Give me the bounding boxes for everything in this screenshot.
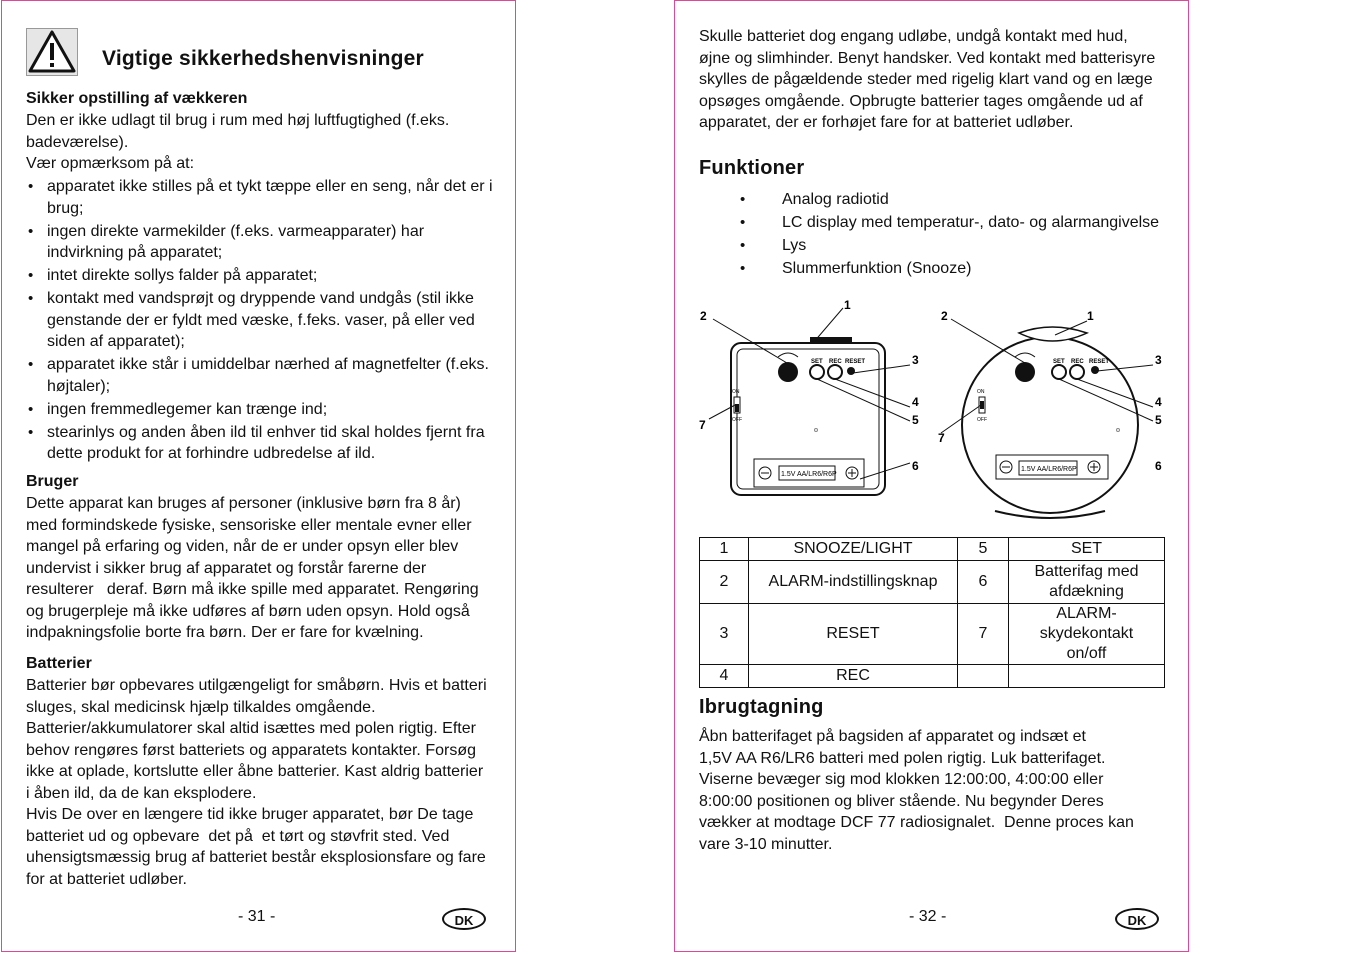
table-cell xyxy=(958,665,1009,688)
text-line: Skulle batteriet dog engang udløbe, undgå kontakt med hud, xyxy=(699,28,1128,45)
table-cell: Batterifag med afdækning xyxy=(1009,561,1165,604)
table-cell: 3 xyxy=(700,604,749,665)
switch-off-label: OFF xyxy=(977,417,987,423)
table-cell: 2 xyxy=(700,561,749,604)
callout-2: 2 xyxy=(700,309,707,323)
text-line: batteriet ud og opbevare det på et tørt og støvfrit sted. Ved xyxy=(26,827,450,845)
callout-1: 1 xyxy=(844,298,851,312)
setup-paragraph xyxy=(699,726,1169,855)
page-number: - 31 - xyxy=(238,908,276,925)
right-page xyxy=(674,0,1189,952)
language-badge: DK xyxy=(442,908,486,930)
list-item: • ingen fremmedlegemer kan trænge ind; xyxy=(26,399,496,421)
text-line: for at batteriet udløber. xyxy=(26,870,187,888)
text-line: og brugerpleje må ikke udføres af børn uden opsyn. Hold også xyxy=(26,602,470,620)
text-line: 1,5V AA R6/LR6 batteri med polen rigtig. Luk batterifaget. xyxy=(699,749,1106,767)
set-button xyxy=(1052,365,1066,379)
callout-4: 4 xyxy=(1155,395,1162,409)
table-row xyxy=(700,665,1165,688)
set-button xyxy=(810,365,824,379)
table-cell: RESET xyxy=(749,604,958,665)
text-line: skylles de pågældende steder med rigelig klart vand og en læge xyxy=(699,71,1153,88)
callout-6: 6 xyxy=(912,459,919,473)
list-item: • LC display med temperatur-, dato- og alarmangivelse xyxy=(740,211,1180,234)
warning-icon xyxy=(26,28,78,76)
text-line: Viserne bevæger sig mod klokken 12:00:00, 4:00:00 eller xyxy=(699,771,1104,788)
intro-line: badeværelse). xyxy=(26,133,129,151)
intro-line: Den er ikke udlagt til brug i rum med høj luftfugtighed (f.eks. xyxy=(26,112,450,129)
list-item: • Lys xyxy=(740,234,1180,257)
text-line: Åbn batterifaget på bagsiden af apparatet og indsæt et xyxy=(699,728,1086,745)
reset-button xyxy=(847,367,855,375)
table-cell: 1 xyxy=(700,538,749,561)
text-line: 8:00:00 positionen og bliver stående. Nu begynder Deres xyxy=(699,792,1104,810)
callout-5: 5 xyxy=(1155,413,1162,427)
text-line: mangel på erfaring og viden, når de er under opsyn eller blev xyxy=(26,538,459,555)
reset-button xyxy=(1091,366,1099,374)
text-line: uhensigtsmæssig brug af batteriet består eksplosionsfare og fare xyxy=(26,849,486,866)
table-cell xyxy=(1009,665,1165,688)
parts-table xyxy=(699,537,1165,688)
table-cell: REC xyxy=(749,665,958,688)
alarm-knob xyxy=(778,362,798,382)
battery-label: 1.5V AA/LR6/R6P xyxy=(781,471,837,478)
text-line: indpakningsfolie borte fra børn. Der er fare for kvælning. xyxy=(26,624,424,641)
text-line: Batterier bør opbevares utilgængeligt for småbørn. Hvis et batteri xyxy=(26,677,487,694)
rec-button xyxy=(828,365,842,379)
table-cell: SET xyxy=(1009,538,1165,561)
text-line: vækker at modtage DCF 77 radiosignalet. Denne proces kan xyxy=(699,814,1134,831)
list-item: • intet direkte sollys falder på apparatet; xyxy=(26,265,496,287)
table-row xyxy=(700,604,1165,665)
text-line: vare 3-10 minutter. xyxy=(699,835,833,853)
setup-bullet-list xyxy=(26,176,496,466)
user-heading: Bruger xyxy=(26,473,79,490)
table-row xyxy=(700,561,1165,604)
functions-list xyxy=(740,188,1180,280)
text-line: sluges, skal medicinsk hjælp tilkaldes omgående. xyxy=(26,698,376,716)
table-row xyxy=(700,538,1165,561)
left-page xyxy=(1,0,516,952)
list-item: • Analog radiotid xyxy=(740,188,1180,211)
alarm-switch xyxy=(735,404,739,412)
text-line: opsøges omgående. Opbrugte batterier tages omgående ud af xyxy=(699,92,1143,110)
setup-heading: Ibrugtagning xyxy=(699,696,824,718)
switch-on-label: ON xyxy=(977,389,985,395)
list-item: • kontakt med vandsprøjt og dryppende vand undgås (stil ikke genstande der er fyldt med væske, f.feks. vaser, på eller ved siden af apparatet); xyxy=(26,288,496,353)
switch-on-label: ON xyxy=(732,389,740,395)
list-item: • Slummerfunktion (Snooze) xyxy=(740,257,1180,280)
batteries-paragraph xyxy=(26,675,496,890)
text-line: behov rengøres først batteriets og apparatets kontakter. Forsøg xyxy=(26,741,476,759)
set-label: SET xyxy=(811,359,823,365)
square-clock-figure xyxy=(731,337,885,495)
list-item: • apparatet ikke står i umiddelbar nærhed af magnetfelter (f.eks. højtaler); xyxy=(26,354,496,397)
table-cell: 5 xyxy=(958,538,1009,561)
battery-leak-paragraph xyxy=(699,26,1169,134)
intro-line: Vær opmærksom på at: xyxy=(26,155,195,172)
callout-2: 2 xyxy=(941,309,948,323)
text-line: Batterier/akkumulatorer skal altid isættes med polen rigtig. Efter xyxy=(26,720,476,737)
rec-label: REC xyxy=(1071,359,1084,365)
callout-7: 7 xyxy=(938,431,945,445)
setup-heading: Sikker opstilling af vækkeren xyxy=(26,90,248,107)
text-line: resulterer deraf. Børn må ikke spille med apparatet. Rengøring xyxy=(26,581,479,598)
page-title: Vigtige sikkerhedshenvisninger xyxy=(102,47,424,70)
callout-4: 4 xyxy=(912,395,919,409)
round-clock-figure xyxy=(962,327,1138,518)
table-cell: ALARM-skydekontakt on/off xyxy=(1009,604,1165,665)
text-line: med formindskede fysiske, sensoriske eller mentale evner eller xyxy=(26,516,472,534)
table-cell: 6 xyxy=(958,561,1009,604)
callout-numbers xyxy=(699,298,1162,473)
reset-label: RESET xyxy=(1089,359,1110,365)
callout-3: 3 xyxy=(1155,353,1162,367)
text-line: undervist i sikker brug af apparatet og forstår farerne der xyxy=(26,559,427,577)
battery-label: 1.5V AA/LR6/R6P xyxy=(1021,466,1077,473)
user-paragraph xyxy=(26,493,496,644)
callout-3: 3 xyxy=(912,353,919,367)
callout-1: 1 xyxy=(1087,309,1094,323)
clock-back-diagram xyxy=(695,293,1175,525)
switch-off-label: OFF xyxy=(732,417,742,423)
table-cell: 4 xyxy=(700,665,749,688)
callout-7: 7 xyxy=(699,418,706,432)
text-line: øjne og slimhinder. Benyt handsker. Ved kontakt med batterisyre xyxy=(699,49,1156,67)
text-line: Hvis De over en længere tid ikke bruger apparatet, bør De tage xyxy=(26,806,474,823)
batteries-heading: Batterier xyxy=(26,655,92,672)
rec-button xyxy=(1070,365,1084,379)
functions-heading: Funktioner xyxy=(699,157,805,179)
list-item: • apparatet ikke stilles på et tykt tæppe eller en seng, når det er i brug; xyxy=(26,176,496,219)
text-line: apparatet, der er forhøjet fare for at batteriet udløber. xyxy=(699,114,1074,131)
list-item: • ingen direkte varmekilder (f.eks. varmeapparater) har indvirkning på apparatet; xyxy=(26,221,496,264)
setup-intro xyxy=(26,110,496,175)
page-number: - 32 - xyxy=(909,908,947,925)
alarm-knob xyxy=(1015,362,1035,382)
language-badge: DK xyxy=(1115,908,1159,930)
callout-6: 6 xyxy=(1155,459,1162,473)
reset-label: RESET xyxy=(845,359,866,365)
set-label: SET xyxy=(1053,359,1065,365)
callout-5: 5 xyxy=(912,413,919,427)
text-line: Dette apparat kan bruges af personer (inklusive børn fra 8 år) xyxy=(26,495,461,512)
text-line: i åben ild, da de kan eksplodere. xyxy=(26,784,257,802)
table-cell: 7 xyxy=(958,604,1009,665)
text-line: ikke at oplade, kortslutte eller åbne batterier. Kast aldrig batterier xyxy=(26,763,484,780)
table-cell: ALARM-indstillingsknap xyxy=(749,561,958,604)
rec-label: REC xyxy=(829,359,842,365)
table-cell: SNOOZE/LIGHT xyxy=(749,538,958,561)
list-item: • stearinlys og anden åben ild til enhver tid skal holdes fjernt fra dette produkt for at forhindre udbredelse af ild. xyxy=(26,422,496,465)
